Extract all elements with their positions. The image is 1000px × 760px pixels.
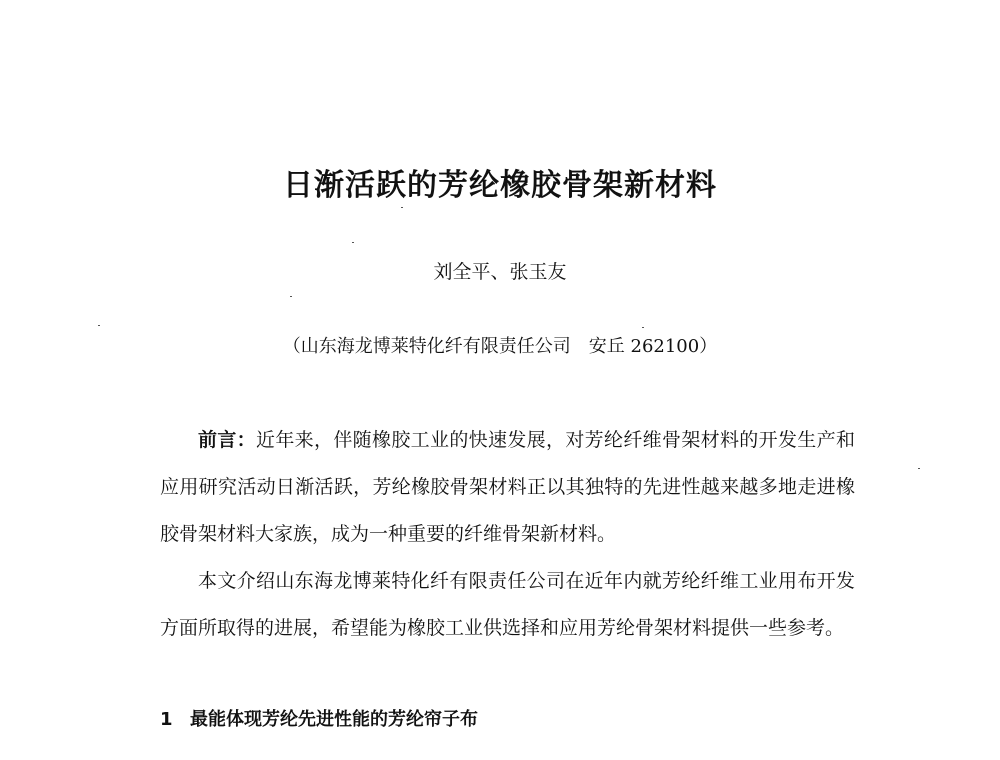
section-title: 最能体现芳纶先进性能的芳纶帘子布: [190, 709, 478, 730]
scan-speck: [642, 327, 644, 328]
section-number: 1: [160, 709, 173, 730]
scan-speck: [290, 296, 292, 297]
affiliation: （山东海龙博莱特化纤有限责任公司 安丘 262100）: [282, 336, 718, 357]
intro-text: 近年来，伴随橡胶工业的快速发展，对芳纶纤维骨架材料的开发生产和应用研究活动日渐活跃，芳纶橡胶骨架材料正以其独特的先进性越来越多地走进橡胶骨架材料大家族，成为一种重要的纤维骨架新材料。: [160, 429, 855, 545]
author-list: 刘全平、张玉友: [433, 261, 567, 283]
intro-paragraph: [160, 417, 855, 558]
intro-lead: 前言：: [198, 429, 256, 451]
paper-title: 日渐活跃的芳纶橡胶骨架新材料: [283, 168, 717, 203]
scan-speck: [401, 207, 403, 208]
section-heading-1: [160, 705, 478, 731]
scan-speck: [98, 325, 100, 326]
scan-speck: [352, 242, 354, 243]
body-paragraph-2: 本文介绍山东海龙博莱特化纤有限责任公司在近年内就芳纶纤维工业用布开发方面所取得的进展，希望能为橡胶工业供选择和应用芳纶骨架材料提供一些参考。: [160, 570, 855, 639]
scan-speck: [918, 468, 920, 469]
